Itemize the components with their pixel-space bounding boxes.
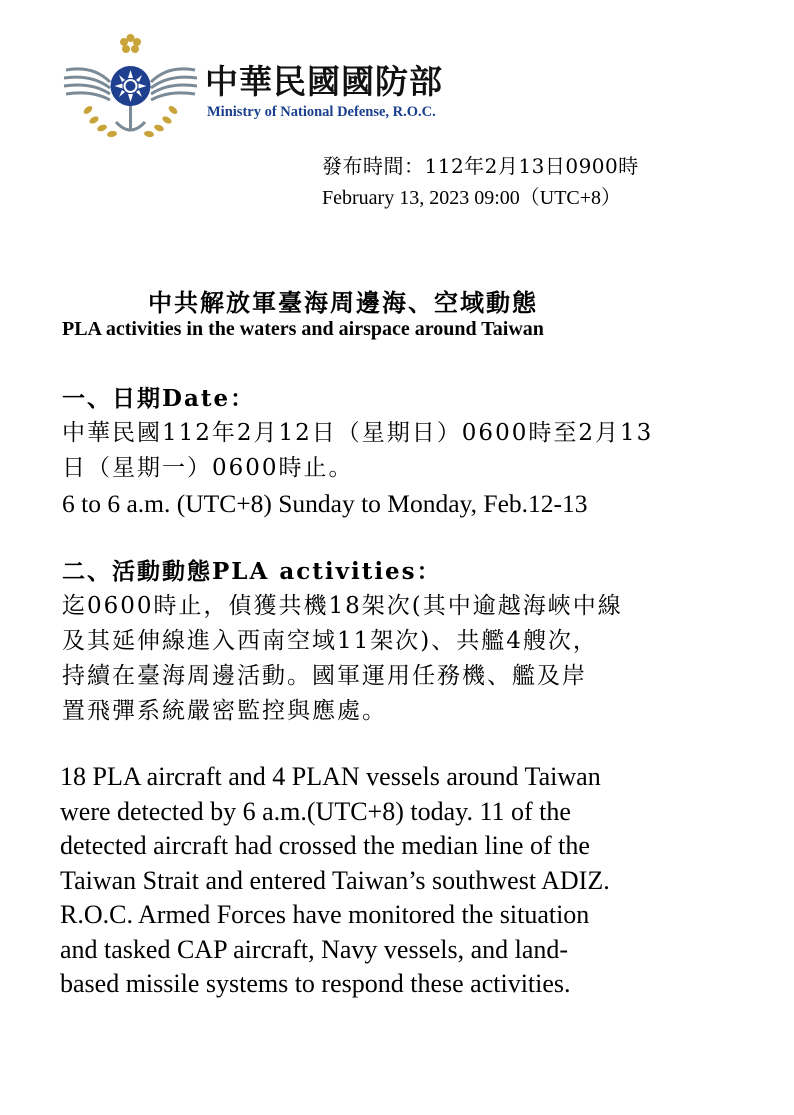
section-activities-en-line: based missile systems to respond these activities. <box>60 969 571 998</box>
document-title-zh: 中共解放軍臺海周邊海、空域動態 <box>148 288 538 317</box>
section-activities-en-line: R.O.C. Armed Forces have monitored the situation <box>60 900 590 929</box>
section-activities-en-line: 18 PLA aircraft and 4 PLAN vessels around Taiwan <box>60 762 601 791</box>
section-activities-en-line: Taiwan Strait and entered Taiwan’s southwest ADIZ. <box>60 865 610 895</box>
ministry-name-zh: 中華民國國防部 <box>205 62 443 101</box>
section-activities-zh-line: 置飛彈系統嚴密監控與應處。 <box>62 698 387 724</box>
section-date-zh-line: 日（星期一）0600時止。 <box>62 455 354 481</box>
left-wing <box>64 69 110 100</box>
laurel-left <box>82 104 117 137</box>
mnd-emblem <box>58 30 203 142</box>
document-title-en: PLA activities in the waters and airspace around Taiwan <box>62 318 544 340</box>
laurel-right <box>144 104 179 137</box>
release-time <box>322 150 639 214</box>
section-date-en: 6 to 6 a.m. (UTC+8) Sunday to Monday, Feb.12-13 <box>62 489 588 518</box>
ministry-name-en: Ministry of National Defense, R.O.C. <box>207 104 436 120</box>
section-date-zh-line: 中華民國112年2月12日（星期日）0600時至2月13 <box>62 420 654 446</box>
section-date-heading: 一、日期Date： <box>62 385 256 412</box>
section-activities-heading: 二、活動動態PLA activities： <box>62 558 442 585</box>
section-activities-en-line: detected aircraft had crossed the median line of the <box>60 831 590 860</box>
release-time-zh: 發布時間：112年2月13日0900時 <box>322 154 639 178</box>
section-activities-en-line: and tasked CAP aircraft, Navy vessels, and land- <box>60 934 569 964</box>
section-activities-en <box>60 760 610 1002</box>
section-activities-zh-line: 及其延伸線進入西南空域11架次)、共艦4艘次， <box>62 628 598 654</box>
right-wing <box>151 69 197 100</box>
section-date <box>62 381 762 521</box>
release-time-en: February 13, 2023 09:00（UTC+8） <box>322 187 622 209</box>
plum-blossom <box>120 34 141 53</box>
section-activities <box>62 554 762 729</box>
section-activities-zh-line: 迄0600時止，偵獲共機18架次(其中逾越海峽中線 <box>62 593 623 619</box>
section-activities-zh-line: 持續在臺海周邊活動。國軍運用任務機、艦及岸 <box>62 663 587 689</box>
section-activities-en-line: were detected by 6 a.m.(UTC+8) today. 11 of the <box>60 796 571 826</box>
